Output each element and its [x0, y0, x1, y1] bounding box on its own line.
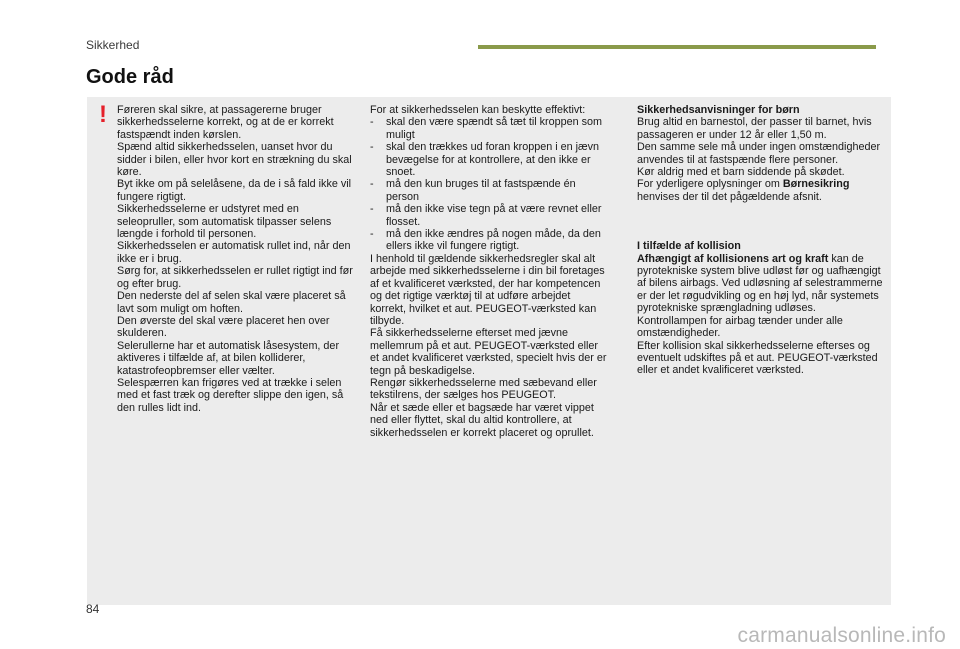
column-1 [117, 104, 357, 414]
paragraph: Føreren skal sikre, at passagererne bruger sikkerhedsselerne korrekt, og at de er korrekt fastspændt inden kørslen. [117, 104, 334, 141]
dash-bullet: - [370, 116, 374, 129]
text-run: For yderligere oplysninger om [637, 178, 783, 191]
requirements-list [370, 116, 608, 252]
list-item-text: skal den trækkes ud foran kroppen i en jævn bevægelse for at kontrollere, at den ikke er snoet. [386, 141, 600, 179]
paragraph: For at sikkerhedsselen kan beskytte effektivt: [370, 104, 586, 116]
dash-bullet: - [370, 141, 374, 154]
list-item-text: skal den være spændt så tæt til kroppen som muligt [386, 116, 603, 141]
list-item-text: må den ikke vise tegn på at være revnet eller flosset. [386, 203, 602, 228]
child-safety-reference: Børnesikring [782, 178, 850, 191]
column-3 [637, 104, 883, 377]
paragraph: Kontrollampen for airbag tænder under alle omstændigheder. [637, 314, 843, 340]
page-number: 84 [86, 602, 100, 616]
children-heading: Sikkerhedsanvisninger for børn [637, 104, 800, 116]
paragraph: Spænd altid sikkerhedsselen, uanset hvor du sidder i bilen, eller hvor kort en strækning du skal køre. [117, 141, 352, 179]
list-item [370, 141, 608, 178]
paragraph [637, 253, 883, 315]
list-item [370, 203, 608, 228]
paragraph: Selerullerne har et automatisk låsesystem, der aktiveres i tilfælde af, at bilen kolliderer, katastrofeopbremser eller vælter. [117, 339, 340, 377]
paragraph: Efter kollision skal sikkerhedsselerne efterses og eventuelt udskiftes på et aut. PEUGEOT-værksted eller et andet kvalificeret værksted. [637, 339, 878, 377]
spacer [637, 203, 883, 240]
dash-bullet: - [370, 178, 374, 191]
paragraph: Den nederste del af selen skal være placeret så lavt som muligt om hoften. [117, 290, 346, 315]
list-item [370, 116, 608, 141]
paragraph: Sikkerhedsselen er automatisk rullet ind, når den ikke er i brug. [117, 240, 351, 265]
paragraph: Byt ikke om på selelåsene, da de i så fald ikke vil fungere rigtigt. [117, 178, 352, 203]
collision-emphasis: Afhængigt af kollisionens art og kraft [637, 252, 829, 265]
header-rule [478, 45, 876, 49]
list-item [370, 178, 608, 203]
paragraph: Den samme sele må under ingen omstændigheder anvendes til at fastspænde flere personer. [637, 141, 881, 166]
list-item-text: må den kun bruges til at fastspænde én person [386, 178, 576, 203]
paragraph: Når et sæde eller et bagsæde har været vippet ned eller flyttet, skal du altid kontrollere, at sikkerhedsselen er korrekt placeret og oprullet. [370, 401, 594, 439]
text-run: kan de pyrotekniske system blive udløst før og uafhængigt af bilens airbags. Ved udløsning af selestrammerne er der let røgudvikling og en høj lyd, når systemets pyrotekniske sprængladning udløses. [637, 252, 883, 315]
list-item-text: må den ikke ændres på nogen måde, da den ellers ikke vil fungere rigtigt. [386, 228, 601, 253]
paragraph: Sørg for, at sikkerhedsselen er rullet rigtigt ind før og efter brug. [117, 265, 353, 290]
text-run: henvises der til det pågældende afsnit. [637, 190, 822, 203]
paragraph: Få sikkerhedsselerne efterset med jævne mellemrum på et aut. PEUGEOT-værksted eller et andet kvalificeret værksted, specielt hvis der er tegn på beskadigelse. [370, 327, 607, 377]
paragraph: I henhold til gældende sikkerhedsregler skal alt arbejde med sikkerhedsselerne i din bil foretages af et kvalificeret værksted, der har kompetencen og det rigtige værktøj til at udføre arbejdet korrekt, hvilket et aut. PEUGEOT-værksted kan tilbyde. [370, 252, 605, 327]
collision-heading: I tilfælde af kollision [637, 240, 741, 253]
paragraph [637, 178, 883, 203]
warning-exclamation-icon: ! [99, 101, 107, 128]
dash-bullet: - [370, 228, 374, 241]
paragraph: Selespærren kan frigøres ved at trække i selen med et fast træk og derefter slippe den igen, så den rulles lidt ind. [117, 376, 344, 414]
paragraph: Sikkerhedsselerne er udstyret med en seleopruller, som automatisk tilpasser selens længde i forhold til personen. [117, 203, 332, 241]
list-item [370, 228, 608, 253]
column-2 [370, 104, 608, 439]
watermark: carmanualsonline.info [737, 624, 946, 647]
page-title: Gode råd [86, 66, 174, 88]
section-label: Sikkerhed [86, 38, 140, 52]
paragraph: Den øverste del skal være placeret hen over skulderen. [117, 314, 330, 340]
paragraph: Rengør sikkerhedsselerne med sæbevand eller tekstilrens, der sælges hos PEUGEOT. [370, 376, 597, 402]
paragraph: Brug altid en barnestol, der passer til barnet, hvis passageren er under 12 år eller 1,50 m. [637, 116, 872, 141]
paragraph: Kør aldrig med et barn siddende på skødet. [637, 166, 845, 179]
dash-bullet: - [370, 203, 374, 216]
